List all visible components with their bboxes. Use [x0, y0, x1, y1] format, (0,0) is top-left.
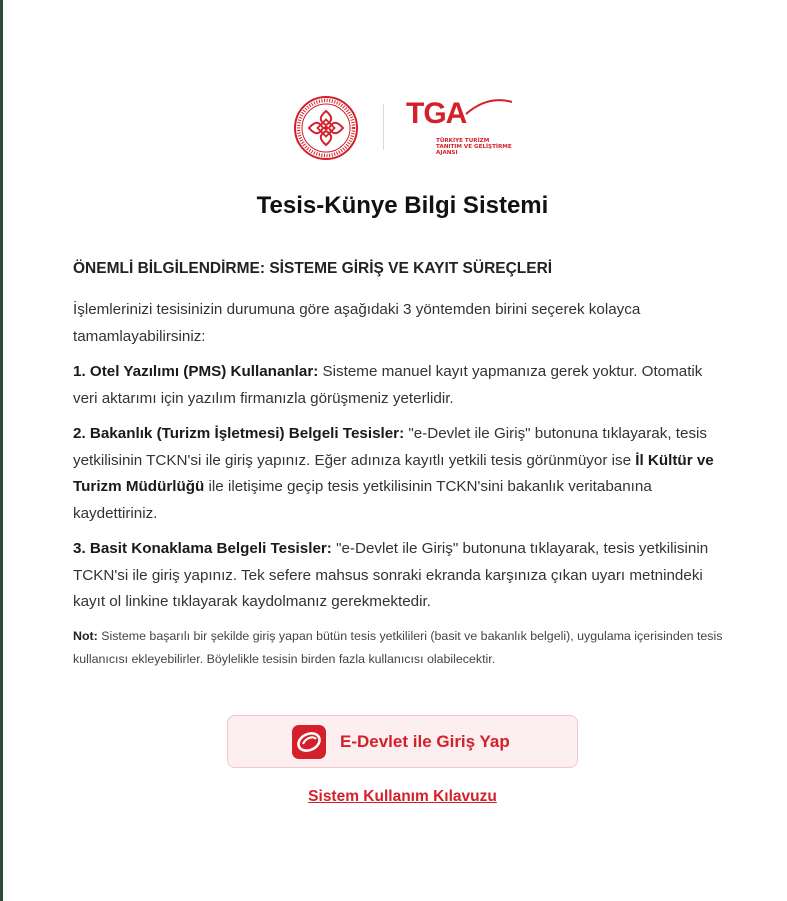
notice-item-ministry-bold: İl Kültür ve Turizm Müdürlüğü [73, 451, 714, 495]
logo-bar [0, 92, 787, 172]
notice-item-ministry [73, 421, 723, 527]
page-title: Tesis-Künye Bilgi Sistemi [256, 192, 549, 219]
logo-divider [383, 104, 384, 150]
edevlet-login-label: E-Devlet ile Giriş Yap [340, 731, 510, 751]
tga-logo [406, 94, 518, 160]
notice-note-text: Sisteme başarılı bir şekilde giriş yapan bütün tesis yetkilileri (basit ve bakanlık belgeli), uygulama içerisinden tesis kullanıcısı ekleyebilirler. Böylelikle tesisin birden fazla kullanıcısı olabilecektir. [73, 628, 723, 666]
tga-logo-letters: TGA [406, 97, 467, 130]
notice-item-pms-text: Sisteme manuel kayıt yapmanıza gerek yoktur. Otomatik veri aktarımı için yazılım firmanızla görüşmeniz yeterlidir. [73, 363, 703, 407]
user-guide-link[interactable]: Sistem Kullanım Kılavuzu [308, 788, 497, 805]
notice-item-simple-label: 3. Basit Konaklama Belgeli Tesisler: [73, 540, 332, 557]
notice-item-pms-label: 1. Otel Yazılımı (PMS) Kullananlar: [73, 363, 319, 380]
notice-item-simple-text: "e-Devlet ile Giriş" butonuna tıklayarak, tesis yetkilisinin TCKN'si ile giriş yapınız. Tek sefere mahsus sonraki ekranda karşınıza çıkan uyarı metnindeki kayıt ol linkine tıklayarak kaydolmanız gerekmektedir. [73, 540, 709, 610]
notice-item-ministry-text-b: ile iletişime geçip tesis yetkilisinin TCKN'sini bakanlık veritabanına kaydettiriniz. [73, 478, 652, 522]
notice-note [73, 625, 723, 671]
notice-intro: İşlemlerinizi tesisinizin durumuna göre aşağıdaki 3 yöntemden birini seçerek kolayca tamamlayabilirsiniz: [73, 301, 641, 345]
notice-note-label: Not: [73, 628, 98, 643]
edevlet-emblem-icon [292, 725, 326, 759]
notice-heading: ÖNEMLİ BİLGİLENDİRME: SİSTEME GİRİŞ VE KAYIT SÜREÇLERİ [73, 260, 553, 277]
tga-logo-line3: AJANSI [436, 150, 458, 156]
edevlet-login-button[interactable] [227, 715, 578, 768]
tga-logo-line2: TANITIM VE GELİŞTİRME [436, 144, 512, 150]
notice-item-simple [73, 536, 723, 616]
tga-logo-line1: TÜRKİYE TURİZM [436, 138, 490, 144]
tga-swoosh-icon [464, 96, 514, 120]
notice-item-pms [73, 359, 723, 412]
ministry-seal-icon [293, 95, 359, 161]
notice-item-ministry-label: 2. Bakanlık (Turizm İşletmesi) Belgeli Tesisler: [73, 425, 405, 442]
edevlet-logo-icon [292, 725, 326, 759]
notice-item-ministry-text-a: "e-Devlet ile Giriş" butonuna tıklayarak, tesis yetkilisinin TCKN'si ile giriş yapınız. Eğer adınıza kayıtlı yetkili tesis görünmüyor ise [73, 425, 708, 469]
notice-content [73, 257, 723, 671]
